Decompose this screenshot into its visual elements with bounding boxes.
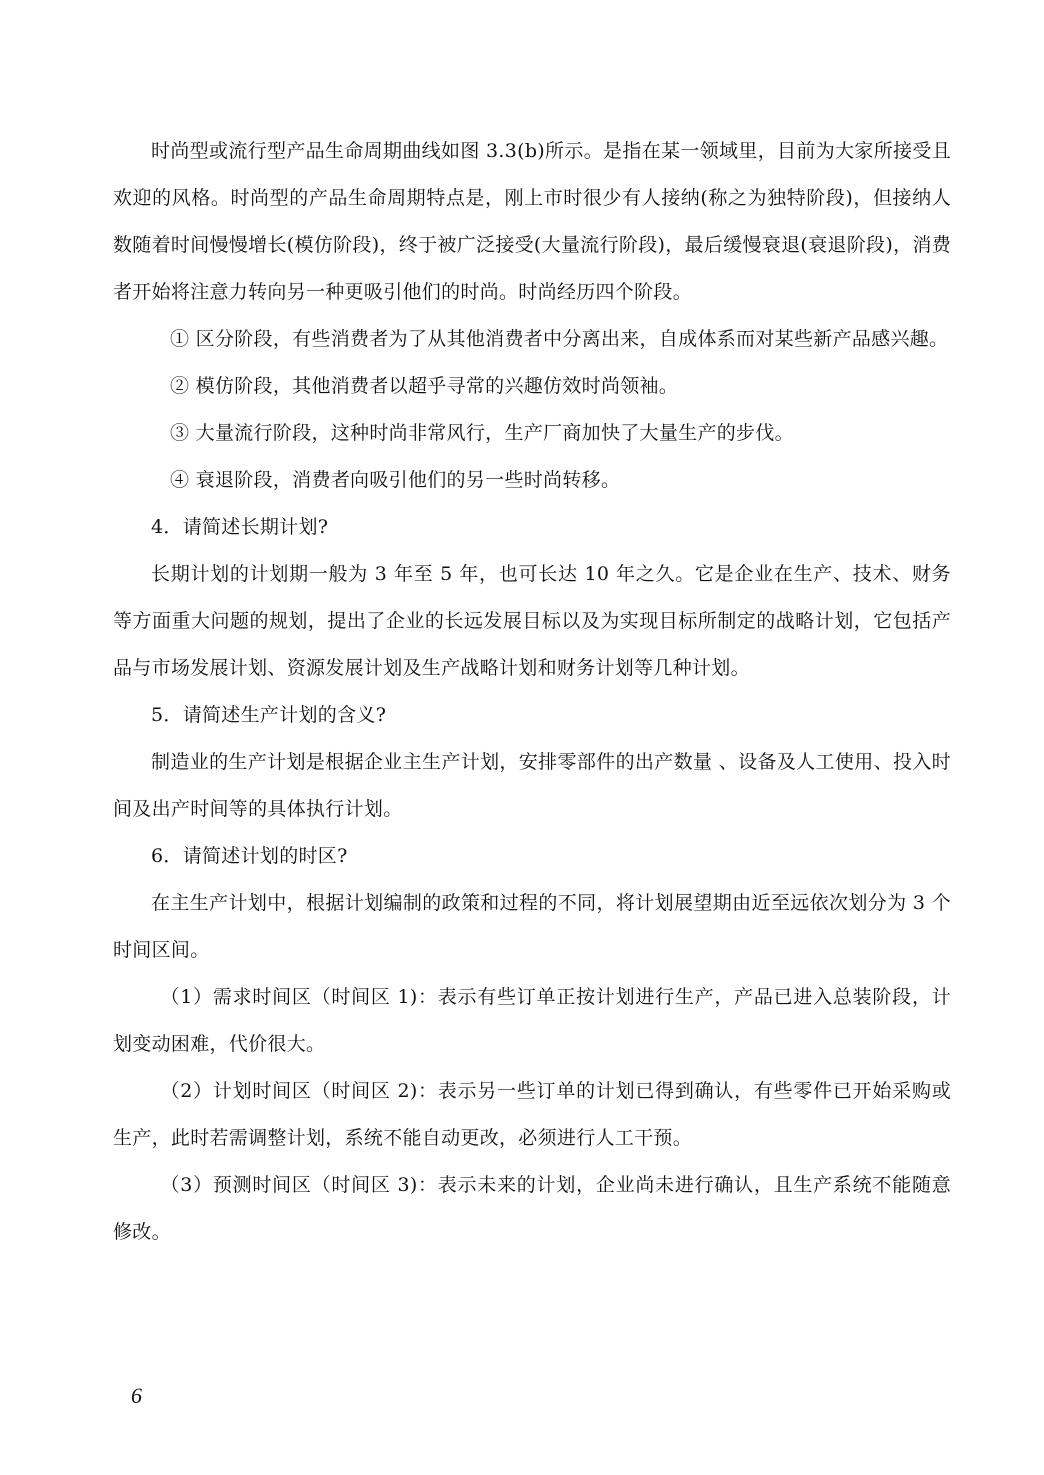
answer-paragraph-5: 制造业的生产计划是根据企业主生产计划，安排零部件的出产数量 、设备及人工使用、投入时间及出产时间等的具体执行计划。 xyxy=(113,751,951,820)
question-heading-4: 4．请简述长期计划? xyxy=(151,516,329,538)
list-item-time-zone-1: （1）需求时间区（时间区 1)：表示有些订单正按计划进行生产，产品已进入总装阶段，计划变动困难，代价很大。 xyxy=(113,986,951,1055)
list-item-stage-3: ③ 大量流行阶段，这种时尚非常风行，生产厂商加快了大量生产的步伐。 xyxy=(170,422,794,444)
paragraph-fashion-lifecycle: 时尚型或流行型产品生命周期曲线如图 3.3(b)所示。是指在某一领域里，目前为大家所接受且欢迎的风格。时尚型的产品生命周期特点是，刚上市时很少有人接纳(称之为独特阶段)，但接纳人数随着时间慢慢增长(模仿阶段)，终于被广泛接受(大量流行阶段)，最后缓慢衰退(衰退阶段)，消费者开始将注意力转向另一种更吸引他们的时尚。时尚经历四个阶段。 xyxy=(113,140,951,303)
list-item-stage-2: ② 模仿阶段，其他消费者以超乎寻常的兴趣仿效时尚领袖。 xyxy=(170,375,679,397)
page-number: 6 xyxy=(131,1383,142,1408)
document-body xyxy=(113,128,951,1256)
list-item-time-zone-3: （3）预测时间区（时间区 3)：表示未来的计划，企业尚未进行确认，且生产系统不能随意修改。 xyxy=(113,1174,951,1243)
answer-paragraph-4: 长期计划的计划期一般为 3 年至 5 年，也可长达 10 年之久。它是企业在生产、技术、财务等方面重大问题的规划，提出了企业的长远发展目标以及为实现目标所制定的战略计划，它包括产品与市场发展计划、资源发展计划及生产战略计划和财务计划等几种计划。 xyxy=(113,563,951,679)
question-heading-5: 5．请简述生产计划的含义? xyxy=(151,704,387,726)
list-item-time-zone-2: （2）计划时间区（时间区 2)：表示另一些订单的计划已得到确认，有些零件已开始采购或生产，此时若需调整计划，系统不能自动更改，必须进行人工干预。 xyxy=(113,1080,951,1149)
answer-paragraph-6: 在主生产计划中，根据计划编制的政策和过程的不同，将计划展望期由近至远依次划分为 3 个时间区间。 xyxy=(113,892,951,961)
question-heading-6: 6．请简述计划的时区? xyxy=(151,845,348,867)
list-item-stage-4: ④ 衰退阶段，消费者向吸引他们的另一些时尚转移。 xyxy=(170,469,621,491)
list-item-stage-1: ① 区分阶段，有些消费者为了从其他消费者中分离出来，自成体系而对某些新产品感兴趣。 xyxy=(170,328,949,350)
